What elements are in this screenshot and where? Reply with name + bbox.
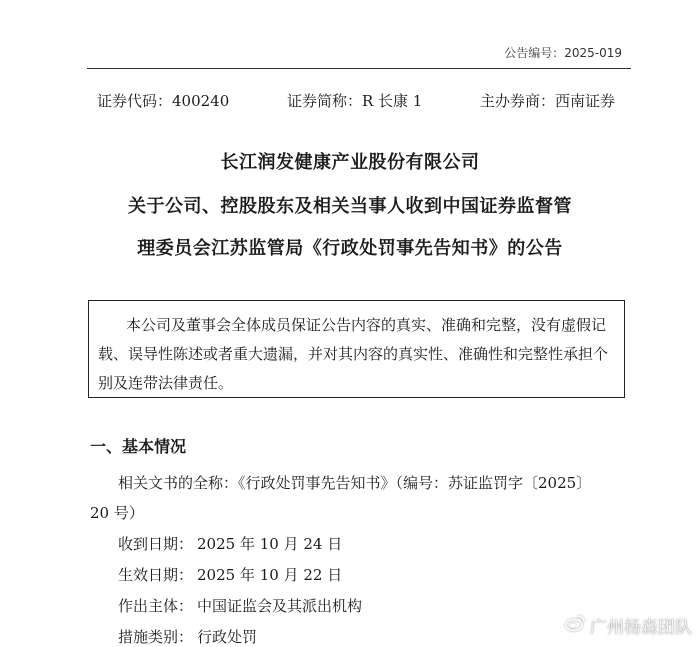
effective-date-field [118,564,342,585]
received-date-field [118,533,342,554]
company-name-title: 长江润发健康产业股份有限公司 [220,152,480,173]
weibo-watermark [565,613,692,638]
field-label: 作出主体： [118,597,194,615]
field-label: 收到日期： [118,535,194,553]
field-value: 中国证监会及其派出机构 [197,597,363,615]
security-short-name: 证券简称：R 长康 1 [286,92,423,110]
statement-line-1: 本公司及董事会全体成员保证公告内容的真实、准确和完整，没有虚假记 [126,316,607,334]
document-name-line-1: 相关文书的全称：《行政处罚事先告知书》（编号：苏证监罚字〔2025〕 [118,474,592,492]
issuing-body-field [118,595,362,616]
document-name-line-2: 20 号） [90,504,144,522]
field-label: 生效日期： [118,566,194,584]
watermark-text: 广州杨森团队 [590,618,692,638]
field-value: 行政处罚 [197,628,258,646]
announcement-title-line-2: 关于公司、控股股东及相关当事人收到中国证券监督管 [128,196,572,217]
header-rule [87,68,631,69]
statement-line-2: 载、误导性陈述或者重大遗漏，并对其内容的真实性、准确性和完整性承担个 [98,345,609,363]
announcement-number: 公告编号：2025-019 [504,46,622,60]
announcement-title-line-3: 理委员会江苏监管局《行政处罚事先告知书》的公告 [137,238,563,259]
board-statement-box [88,300,625,398]
security-info-line [97,90,615,111]
statement-line-3: 别及连带法律责任。 [98,374,234,392]
section-heading-basic-info: 一、基本情况 [90,437,187,456]
weibo-icon [565,614,585,637]
field-value: 2025 年 10 月 24 日 [197,535,343,553]
sponsor-broker: 主办券商：西南证券 [479,92,615,110]
field-label: 措施类别： [118,628,194,646]
security-code: 证券代码：400240 [97,92,230,110]
field-value: 2025 年 10 月 22 日 [197,566,343,584]
